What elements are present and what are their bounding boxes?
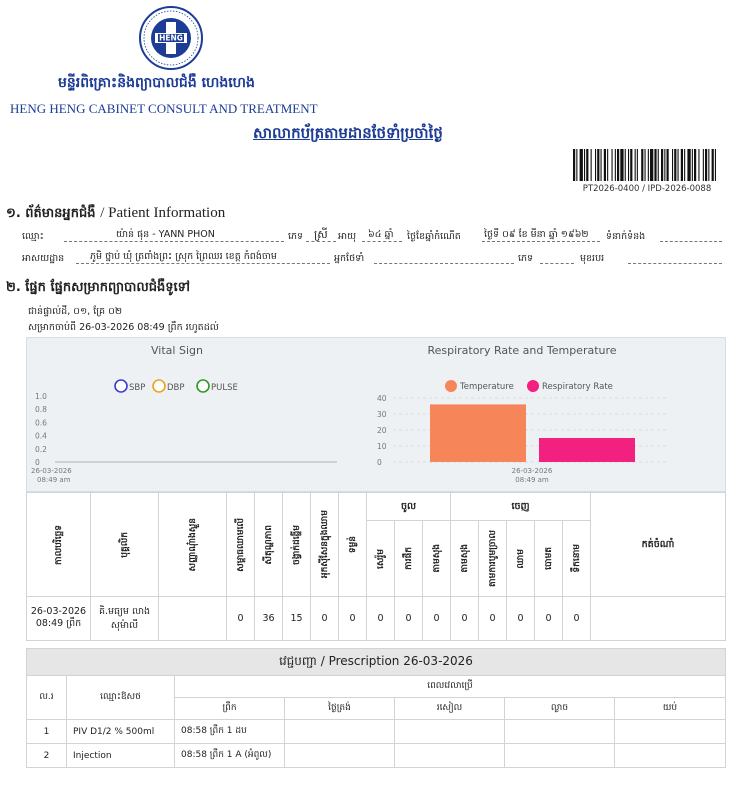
- barcode-bar: [604, 149, 606, 181]
- col-night: យប់: [615, 698, 726, 720]
- barcode-bar: [601, 149, 602, 181]
- col-output-group: ចេញ: [451, 493, 591, 521]
- cell-output-vomit: 0: [535, 597, 563, 641]
- barcode-bar: [684, 149, 685, 181]
- prescription-table: [26, 648, 726, 768]
- barcode-bar: [628, 149, 629, 181]
- col-resp: ចង្វាក់ដង្ហើម: [283, 493, 311, 597]
- resp-y-tick: 10: [377, 442, 387, 451]
- patient-info-heading-kh: ១. ព័ត៌មានអ្នកជំងឺ: [6, 206, 96, 221]
- vitals-table: [26, 492, 726, 641]
- col-drug: ឈ្មោះឱសថ: [67, 676, 175, 720]
- rx-night: [615, 720, 726, 744]
- barcode-bar: [612, 149, 613, 181]
- barcode-bar: [650, 149, 653, 181]
- barcode-bar: [617, 149, 619, 181]
- table-row: [27, 597, 726, 641]
- cell-output-drain: 0: [479, 597, 507, 641]
- age-value: ៦៤ ឆ្នាំ: [368, 229, 394, 240]
- barcode-bar: [648, 149, 649, 181]
- sex-label: ភេទ: [288, 231, 304, 242]
- col-intake-tube: តាមសុង: [423, 521, 451, 597]
- col-evening: ល្ងាច: [505, 698, 615, 720]
- barcode-bar: [694, 149, 696, 181]
- barcode-bar: [712, 149, 714, 181]
- col-afternoon: រសៀល: [395, 698, 505, 720]
- rx-afternoon: [395, 720, 505, 744]
- clinic-name-khmer: មន្ទីរពិគ្រោះនិងព្យាបាលជំងឺ ហេងហេង: [58, 75, 255, 91]
- col-intake-drink: ការផឹក: [395, 521, 423, 597]
- admission-period: សម្រាកចាប់ពី 26-03-2026 08:49 ព្រឹក រហូតដល់: [28, 322, 219, 333]
- barcode-bar: [667, 149, 669, 181]
- barcode-bar: [591, 149, 592, 181]
- col-morning: ព្រឹក: [175, 698, 285, 720]
- rx-no: 1: [27, 720, 67, 744]
- guardian-field: [374, 252, 514, 264]
- barcode-bar: [681, 149, 683, 181]
- barcode-bar: [641, 149, 643, 181]
- barcode-bar: [692, 149, 693, 181]
- col-staff: បុគ្គលិក: [91, 493, 159, 597]
- barcode: [573, 149, 719, 181]
- legend-label-sbp: SBP: [129, 383, 146, 393]
- barcode-bar: [584, 149, 585, 181]
- barcode-bar: [635, 149, 636, 181]
- cell-output-blood: 0: [507, 597, 535, 641]
- col-condition: សញ្ញាណុ៎ាងស្ងួន: [159, 493, 227, 597]
- barcode-bar: [573, 149, 575, 181]
- guardian-sex-field: [540, 252, 574, 264]
- vital-y-tick: 0.6: [35, 418, 47, 428]
- barcode-bar: [715, 149, 716, 181]
- col-intake-group: ចូល: [367, 493, 451, 521]
- col-datetime: កាលបរិច្ឆេទ: [27, 493, 91, 597]
- cell-output-urine: 0: [563, 597, 591, 641]
- barcode-bar: [698, 149, 699, 181]
- name-label: ឈ្មោះ: [22, 231, 44, 242]
- cell-staff: គិ.មធ្យម លាង សុម៉ាលី: [91, 597, 159, 641]
- cell-output-tube: 0: [451, 597, 479, 641]
- bar-respiratory-rate: [539, 438, 635, 462]
- legend-marker-temperature: [445, 380, 457, 392]
- clinic-logo: [135, 5, 207, 71]
- barcode-bar: [597, 149, 599, 181]
- contact-label: ទំនាក់ទំនង: [606, 231, 646, 242]
- table-row: [27, 720, 726, 744]
- col-output-blood: ឈាម: [507, 521, 535, 597]
- barcode-bar: [687, 149, 690, 181]
- rx-morning: 08:58 ព្រឹក 1 A (អំពូល): [175, 744, 285, 768]
- vital-y-tick: 0.4: [35, 431, 47, 441]
- prescription-title: វេជ្ជបញ្ជា / Prescription 26-03-2026: [27, 649, 726, 676]
- cell-spo2: 0: [311, 597, 339, 641]
- resp-temp-title: Respiratory Rate and Temperature: [427, 344, 617, 357]
- barcode-bar: [658, 149, 659, 181]
- cell-condition: [159, 597, 227, 641]
- address-value: ភូមិ ថ្នាប់ ឃុំ ត្រពាំងព្រះ ស្រុក ព្រៃឈរ ខេត្ត កំពង់ចាម: [90, 251, 277, 262]
- rx-evening: [505, 744, 615, 768]
- col-weight: ទម្ងន់: [339, 493, 367, 597]
- resp-y-tick: 20: [377, 426, 387, 435]
- guardian-label: អ្នកថែទាំ: [334, 253, 365, 264]
- col-spo2: អុកស៊ីសែនក្នុងឈាម: [311, 493, 339, 597]
- resp-x-tick: 26-03-2026: [511, 467, 553, 475]
- barcode-bar: [620, 149, 623, 181]
- barcode-bar: [672, 149, 673, 181]
- rx-night: [615, 744, 726, 768]
- barcode-bar: [630, 149, 632, 181]
- cell-notes: [591, 597, 726, 641]
- barcode-bar: [678, 149, 679, 181]
- legend-label-dbp: DBP: [167, 383, 185, 393]
- barcode-bar: [708, 149, 709, 181]
- bar-temperature: [430, 404, 526, 462]
- cell-bp: 0: [227, 597, 255, 641]
- dob-label: ថ្ងៃខែឆ្នាំកំណើត: [407, 231, 461, 242]
- chart-panel: [26, 337, 726, 492]
- col-no: ល.រ: [27, 676, 67, 720]
- resp-y-tick: 40: [377, 394, 387, 403]
- col-notes: កត់ចំណាំ: [591, 493, 726, 597]
- cell-intake-drink: 0: [395, 597, 423, 641]
- rx-drug: PIV D1/2 % 500ml: [67, 720, 175, 744]
- cell-temp: 36: [255, 597, 283, 641]
- occupation-field: [628, 252, 722, 264]
- rx-afternoon: [395, 744, 505, 768]
- barcode-bar: [586, 149, 588, 181]
- barcode-bar: [705, 149, 707, 181]
- col-output-drain: តាមការបូមច្រាល: [479, 521, 507, 597]
- col-temp: សីតុណ្ហភាព: [255, 493, 283, 597]
- vital-x-tick: 26-03-2026: [31, 467, 72, 475]
- address-label: អាសយដ្ឋាន: [22, 253, 65, 264]
- name-value: យ៉ាន់ ផុន - YANN PHON: [116, 229, 215, 240]
- legend-marker-sbp: [115, 380, 127, 392]
- ward-heading: ២. ផ្នែក ផ្នែកសម្រាកព្យាបាលជំងឺទូទៅ: [6, 280, 191, 295]
- cell-datetime: 26-03-2026 08:49 ព្រឹក: [27, 597, 91, 641]
- occupation-label: មុខរបរ: [580, 253, 605, 264]
- rx-morning: 08:58 ព្រឹក 1 ដប: [175, 720, 285, 744]
- barcode-bar: [637, 149, 638, 181]
- barcode-bar: [645, 149, 646, 181]
- patient-info-heading: [6, 203, 225, 224]
- cell-weight: 0: [339, 597, 367, 641]
- legend-marker-dbp: [153, 380, 165, 392]
- col-noon: ថ្ងៃត្រង់: [285, 698, 395, 720]
- rx-noon: [285, 744, 395, 768]
- barcode-bar: [580, 149, 583, 181]
- ward-bed-info: ជាន់ផ្ទាល់ដី, ០១, គ្រែ ០២: [28, 306, 123, 317]
- barcode-bar: [661, 149, 663, 181]
- rx-drug: Injection: [67, 744, 175, 768]
- patient-info-heading-en: / Patient Information: [100, 205, 226, 221]
- logo-text: HENG: [159, 33, 183, 43]
- charts-svg: [27, 338, 727, 493]
- contact-field: [660, 230, 722, 242]
- vital-sign-title: Vital Sign: [151, 344, 203, 357]
- col-output-urine: ទឹកនោម: [563, 521, 591, 597]
- table-row: [27, 744, 726, 768]
- resp-x-tick-time: 08:49 am: [515, 476, 549, 484]
- col-intake-serum: សេរ៉ូម: [367, 521, 395, 597]
- legend-marker-pulse: [197, 380, 209, 392]
- col-bp: សម្ពាធឈាមលើ: [227, 493, 255, 597]
- vital-x-tick-time: 08:49 am: [37, 476, 71, 484]
- barcode-bar: [576, 149, 577, 181]
- clinic-name-english: HENG HENG CABINET CONSULT AND TREATMENT: [10, 101, 318, 116]
- cell-intake-tube: 0: [423, 597, 451, 641]
- barcode-bar: [625, 149, 626, 181]
- col-output-tube: តាមសុង: [451, 521, 479, 597]
- resp-y-tick: 0: [377, 458, 382, 467]
- barcode-bar: [595, 149, 596, 181]
- cell-intake-serum: 0: [367, 597, 395, 641]
- legend-label-temperature: Temperature: [460, 382, 514, 392]
- vital-y-tick: 0: [35, 458, 40, 467]
- legend-marker-respiratory-rate: [527, 380, 539, 392]
- guardian-sex-label: ភេទ: [518, 253, 534, 264]
- vital-y-tick: 0.2: [35, 444, 47, 454]
- barcode-bar: [615, 149, 616, 181]
- rx-no: 2: [27, 744, 67, 768]
- barcode-bar: [664, 149, 665, 181]
- dob-value: ថ្ងៃទី ០៩ ខែ មីនា ឆ្នាំ ១៩៦២: [484, 229, 589, 240]
- col-time-group: ពេលវេលាប្រើ: [175, 676, 726, 698]
- barcode-bar: [674, 149, 676, 181]
- age-label: អាយុ: [338, 231, 357, 242]
- resp-y-tick: 30: [377, 410, 387, 419]
- col-output-vomit: បោមត: [535, 521, 563, 597]
- legend-label-respiratory-rate: Respiratory Rate: [542, 382, 613, 392]
- vital-y-tick: 1.0: [35, 392, 47, 401]
- rx-noon: [285, 720, 395, 744]
- barcode-bar: [654, 149, 656, 181]
- barcode-bar: [607, 149, 608, 181]
- legend-label-pulse: PULSE: [211, 383, 238, 393]
- sex-value: ស្រី: [314, 228, 328, 241]
- cell-resp: 15: [283, 597, 311, 641]
- rx-evening: [505, 720, 615, 744]
- barcode-bar: [703, 149, 704, 181]
- form-title: សាលាកប័ត្រតាមដានថែទាំប្រចាំថ្ងៃ: [253, 124, 443, 142]
- barcode-number: PT2026-0400 / IPD-2026-0088: [582, 184, 712, 194]
- vital-y-tick: 0.8: [35, 405, 47, 415]
